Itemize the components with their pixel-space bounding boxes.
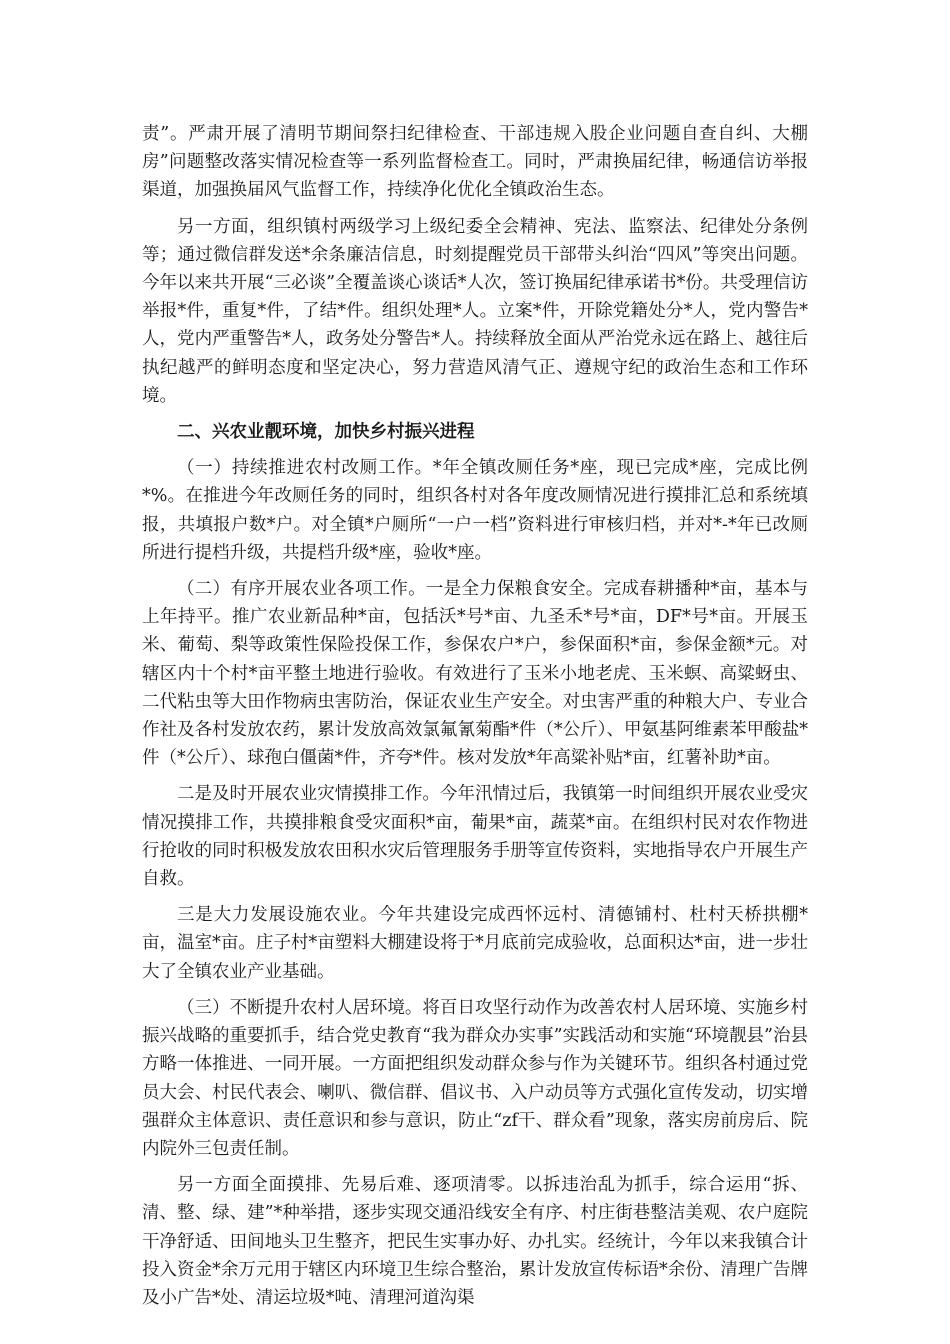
section-heading: 二、兴农业靓环境，加快乡村振兴进程	[177, 422, 475, 443]
paragraph-continuation: 责”。严肃开展了清明节期间祭扫纪律检查、干部违规入股企业问题自查自纠、大棚房”问题整改落实情况检查等一系列监督检查工。同时，严肃换届纪律，畅通信访举报渠道，加强换届风气监督工作，持续净化优化全镇政治生态。	[142, 124, 808, 201]
paragraph-cleanup: 另一方面全面摸排、先易后难、逐项清零。以拆违治乱为抓手，综合运用“拆、清、整、绿、建”*种举措，逐步实现交通沿线安全有序、村庄街巷整洁美观、农户庭院干净舒适、田间地头卫生整齐，把民生实事办好、办扎实。经统计，今年以来我镇合计投入资金*余万元用于辖区内环境卫生综合整治，累计发放宣传标语*余份、清理广告牌及小广告*处、清运垃圾*吨、清理河道沟渠	[142, 1175, 808, 1308]
paragraph-disaster-survey: 二是及时开展农业灾情摸排工作。今年汛情过后，我镇第一时间组织开展农业受灾情况摸排工作，共摸排粮食受灾面积*亩，葡果*亩，蔬菜*亩。在组织村民对农作物进行抢收的同时积极发放农田积水灾后管理服务手册等宣传资料，实地指导农户开展生产自救。	[142, 784, 808, 890]
paragraph-facility-agriculture: 三是大力发展设施农业。今年共建设完成西怀远村、清德铺村、杜村天桥拱棚*亩，温室*亩。庄子村*亩塑料大棚建设将于*月底前完成验收，总面积达*亩，进一步壮大了全镇农业产业基础。	[142, 905, 808, 982]
paragraph-agriculture: （二）有序开展农业各项工作。一是全力保粮食安全。完成春耕播种*亩，基本与上年持平。推广农业新品种*亩，包括沃*号*亩、九圣禾*号*亩，DF*号*亩。开展玉米、葡萄、梨等政策性保险投保工作，参保农户*户，参保面积*亩，参保金额*元。对辖区内十个村*亩平整土地进行验收。有效进行了玉米小地老虎、玉米螟、高粱蚜虫、二代粘虫等大田作物病虫害防治，保证农业生产安全。对虫害严重的种粮大户、专业合作社及各村发放农药，累计发放高效氯氟氰菊酯*件（*公斤）、甲氨基阿维素苯甲酸盐*件（*公斤）、球孢白僵菌*件，齐夸*件。核对发放*年高粱补贴*亩，红薯补助*亩。	[142, 579, 808, 769]
document-body	[142, 120, 808, 1320]
paragraph-living-environment: （三）不断提升农村人居环境。将百日攻坚行动作为改善农村人居环境、实施乡村振兴战略的重要抓手，结合党史教育“我为群众办实事”实践活动和实施“环境靓县”治县方略一体推进、一同开展。一方面把组织发动群众参与作为关键环节。组织各村通过党员大会、村民代表会、喇叭、微信群、倡议书、入户动员等方式强化宣传发动，切实增强群众主体意识、责任意识和参与意识，防止“zf干、群众看”现象，落实房前房后、院内院外三包责任制。	[142, 997, 808, 1159]
paragraph-discipline: 另一方面，组织镇村两级学习上级纪委全会精神、宪法、监察法、纪律处分条例等；通过微信群发送*余条廉洁信息，时刻提醒党员干部带头纠治“四风”等突出问题。今年以来共开展“三必谈”全覆盖谈心谈话*人次，签订换届纪律承诺书*份。共受理信访举报*件，重复*件，了结*件。组织处理*人。立案*件，开除党籍处分*人，党内警告*人，党内严重警告*人，政务处分警告*人。持续释放全面从严治党永远在路上、越往后执纪越严的鲜明态度和坚定决心，努力营造风清气正、遵规守纪的政治生态和工作环境。	[142, 216, 808, 406]
paragraph-toilet-reform: （一）持续推进农村改厕工作。*年全镇改厕任务*座，现已完成*座，完成比例*%。在推进今年改厕任务的同时，组织各村对各年度改厕情况进行摸排汇总和系统填报，共填报户数*户。对全镇*户厕所“一户一档”资料进行审核归档，并对*-*年已改厕所进行提档升级，共提档升级*座，验收*座。	[142, 458, 808, 563]
